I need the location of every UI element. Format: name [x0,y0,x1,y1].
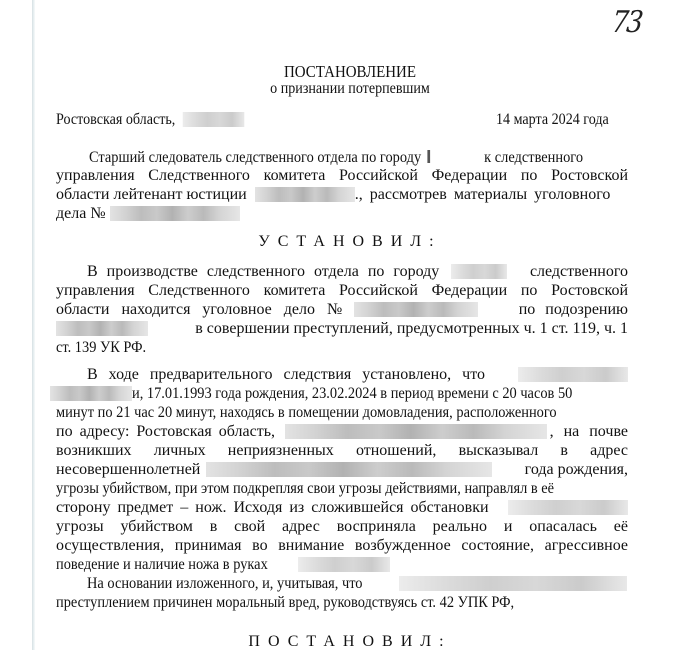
para2-line-11 [56,555,628,574]
para-text: по адресу: Ростовская область, [56,423,275,440]
para-text: угрозы убийством, при этом подкрепляя свои угрозы действиями, направлял в её [56,480,555,497]
para-text: поведение и наличие ножа в руках [56,556,268,573]
para-text: года рождения, [524,461,628,478]
para-text: и, 17.01.1993 года рождения, 23.02.2024 в период времени с 20 часов 50 [132,385,573,402]
heading-resolved: ПОСТАНОВИЛ: [248,633,452,650]
para-text: В производстве следственного отдела по городу [87,263,440,280]
para2-line-2 [56,384,628,403]
para2-line-3 [56,403,628,422]
para2-line-8 [56,498,628,517]
handwritten-page-number: 73 [610,5,643,41]
intro-text: дела № [56,205,106,222]
intro-line-3 [56,185,628,204]
document-title: ПОСТАНОВЛЕНИЕ [283,62,416,81]
redacted-city [182,112,244,127]
intro-text: области лейтенант юстиции [56,186,247,203]
redacted-victim-name [206,462,492,477]
intro-line-2: управления Следственного комитета Российской Федерации по Ростовской [56,167,628,184]
intro-line-1 [56,148,628,167]
para3-line-2 [56,593,628,612]
para-text: по подозрению [518,301,628,318]
redacted-case-number [110,206,240,221]
para2-line-5: возникших личных неприязненных отношений, высказывал в адрес [56,442,628,459]
para-text: в совершении преступлений, предусмотренных ч. 1 ст. 119, ч. 1 [195,320,628,337]
redacted-case-number [354,302,478,317]
para-text: На основании изложенного, и, учитывая, что [87,575,363,592]
para-text: В ходе предварительного следствия установлено, что [87,366,486,383]
para-text: области находится уголовное дело № [56,301,343,318]
para2-line-10: осуществления, принимая во внимание возбужденное состояние, агрессивное [56,537,628,554]
redacted-victim-name [399,576,627,591]
intro-text: к следственного [484,149,584,166]
redacted-suspect-name [298,557,390,572]
para-text: следственного [529,263,628,280]
para-text: несовершеннолетней [56,461,201,478]
place-label: Ростовская область, [56,111,176,128]
document-date: 14 марта 2024 года [496,111,609,128]
para2-line-7 [56,479,628,498]
redacted-victim-name [508,500,628,515]
redacted-suspect-name [518,367,628,382]
para-text: , на почве [549,423,628,440]
para-text: сторону предмет – нож. Исходя из сложившейся обстановки [56,499,489,516]
para1-line-1 [56,262,628,281]
para1-line-2: управления Следственного комитета Российской Федерации по Ростовской [56,282,628,299]
whiteout-city [434,150,481,165]
para1-line-4 [56,319,628,338]
redacted-suspect-name [50,386,132,401]
intro-text: ., рассмотрев материалы уголовного [354,186,611,203]
para-text: минут по 21 час 20 минут, находясь в помещении домовладения, расположенного [56,404,557,421]
intro-text: Старший следователь следственного отдела по городу [89,149,422,166]
redacted-address [285,424,547,439]
intro-line-4 [56,204,628,223]
para2-line-9: угрозы убийством в свой адрес восприняла реально и опасалась её [56,518,628,535]
heading-established: УСТАНОВИЛ: [258,233,442,250]
para2-line-4 [56,422,628,441]
para1-line-3 [56,300,628,319]
redacted-city [451,264,507,279]
para1-line-5 [56,338,628,357]
document-subtitle: о признании потерпевшим [270,80,430,97]
para-text: преступлением причинен моральный вред, руководствуясь ст. 42 УПК РФ, [56,594,515,611]
para3-line-1 [56,574,628,593]
redacted-investigator-name [255,187,355,202]
para2-line-1 [56,365,628,384]
para2-line-6 [56,460,628,479]
redaction-remnant [427,150,430,163]
para-text: ст. 139 УК РФ. [56,339,147,356]
redacted-suspect-name [56,321,148,336]
